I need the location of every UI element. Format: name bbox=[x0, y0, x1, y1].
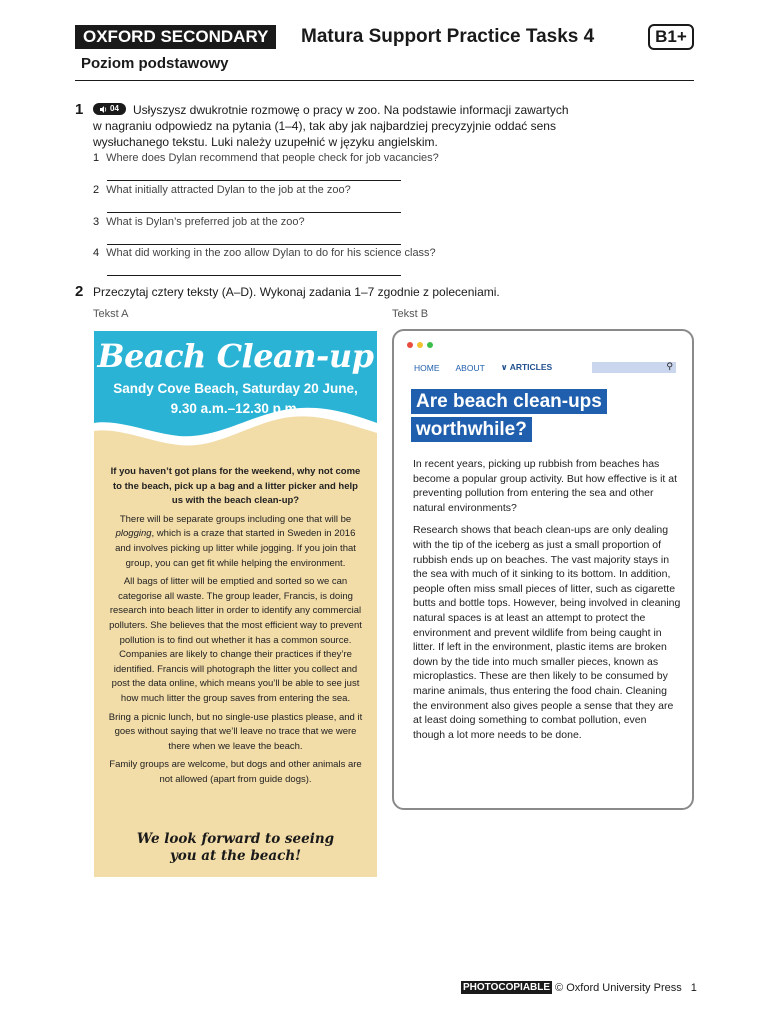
question-number: 1 bbox=[93, 152, 100, 164]
question-row bbox=[93, 152, 439, 164]
maximize-dot-icon bbox=[427, 342, 433, 348]
article-paragraph-1: In recent years, picking up rubbish from beaches has become a popular group activity. But how effective is it at preventing pollution from entering the sea and other natural environments? bbox=[413, 458, 678, 514]
task-1-number: 1 bbox=[75, 101, 84, 118]
poster-paragraph-2: All bags of litter will be emptied and sorted so we can categorise all waste. The group leader, Francis, is doing research into beach litter in order to identify any commercial polluters. She believes that the most efficient way to prevent pollution is to find out whether it has a common source. Companies are likely to change their practices if they’re identified. Francis will photograph the litter you collect and post the data online, which means you’ll be able to see just how much litter the group saves from entering the sea. bbox=[109, 576, 362, 704]
page-title: Matura Support Practice Tasks 4 bbox=[301, 26, 595, 47]
question-number: 3 bbox=[93, 216, 100, 228]
nav-home[interactable]: HOME bbox=[414, 362, 440, 373]
poster-signoff-line-2: you at the beach! bbox=[169, 848, 302, 864]
nav-articles-label: ARTICLES bbox=[509, 362, 553, 372]
level-badge: B1+ bbox=[648, 24, 694, 50]
beach-cleanup-poster bbox=[94, 331, 377, 877]
nav-articles[interactable] bbox=[501, 362, 552, 373]
task-1-instruction-line-3: wysłuchanego tekstu. Luki należy uzupełnić w języku angielskim. bbox=[93, 135, 438, 149]
article-body bbox=[413, 457, 681, 750]
chevron-down-icon: ∨ bbox=[500, 362, 508, 372]
close-dot-icon bbox=[407, 342, 413, 348]
poster-signoff bbox=[94, 831, 377, 865]
task-2-number: 2 bbox=[75, 283, 84, 300]
poster-p1-end: , which is a craze that started in Sweden in 2016 and involves picking up litter while jogging. If you join that group, you can get fit while helping the environment. bbox=[115, 528, 356, 569]
answer-line-2[interactable] bbox=[107, 212, 401, 213]
audio-track-number: 04 bbox=[110, 104, 119, 113]
answer-line-4[interactable] bbox=[107, 275, 401, 276]
question-text: Where does Dylan recommend that people check for job vacancies? bbox=[106, 152, 439, 164]
text-b-label: Tekst B bbox=[392, 308, 429, 320]
question-row bbox=[93, 216, 305, 228]
task-1-instruction-line-1: Usłyszysz dwukrotnie rozmowę o pracy w zoo. Na podstawie informacji zawartych bbox=[133, 103, 569, 117]
question-row bbox=[93, 184, 351, 196]
header-divider bbox=[75, 80, 694, 81]
article-title-line-2: worthwhile? bbox=[411, 417, 532, 442]
question-text: What initially attracted Dylan to the job at the zoo? bbox=[106, 184, 351, 196]
page-subtitle: Poziom podstawowy bbox=[81, 55, 229, 72]
page-number: 1 bbox=[690, 981, 697, 994]
poster-paragraph-3: Bring a picnic lunch, but no single-use plastics please, and it goes without saying that we’ll leave no trace that we were there when we leave the beach. bbox=[108, 711, 363, 752]
poster-paragraph-1 bbox=[108, 513, 363, 571]
speaker-icon bbox=[100, 106, 108, 113]
task-2-instruction: Przeczytaj cztery teksty (A–D). Wykonaj zadania 1–7 zgodnie z poleceniami. bbox=[93, 285, 500, 299]
copyright-text: © Oxford University Press bbox=[555, 981, 682, 994]
poster-lead: If you haven’t got plans for the weekend, why not come to the beach, pick up a bag and a litter picker and help us with the beach clean-up? bbox=[110, 466, 361, 507]
poster-body bbox=[108, 465, 363, 791]
answer-line-3[interactable] bbox=[107, 244, 401, 245]
question-number: 2 bbox=[93, 184, 100, 196]
photocopiable-badge: PHOTOCOPIABLE bbox=[463, 982, 551, 993]
brand-label: OXFORD SECONDARY bbox=[75, 25, 276, 49]
page-footer bbox=[461, 981, 697, 994]
poster-date-time bbox=[94, 379, 377, 419]
poster-location-date: Sandy Cove Beach, Saturday 20 June, bbox=[113, 381, 358, 396]
minimize-dot-icon bbox=[417, 342, 423, 348]
article-title bbox=[411, 388, 631, 444]
site-nav bbox=[414, 362, 552, 373]
question-row bbox=[93, 247, 436, 259]
poster-p1-italic: plogging bbox=[115, 528, 152, 540]
article-paragraph-2: Research shows that beach clean-ups are only dealing with the tip of the iceberg as just a small proportion of rubbish ends up on beaches. The vast majority stays in the sea with much of it sinking to its bottom. In addition, people often miss small pieces of litter, such as cigarette butts and bottle tops. However, being involved in cleaning natural spaces is at least an attempt to protect the environment and prevent wildlife from being caught in litter. If left in the environment, plastic items are broken down by the tide into much smaller pieces, known as microplastics. These are then likely to be consumed by marine animals, thus entering the food chain. Cleaning the environment also gives people a sense that they are at least doing something to combat pollution, even though a lot more needs to be done. bbox=[413, 524, 681, 741]
window-controls bbox=[407, 342, 433, 348]
question-text: What is Dylan’s preferred job at the zoo? bbox=[106, 216, 305, 228]
question-number: 4 bbox=[93, 247, 100, 259]
poster-title: Beach Clean-up bbox=[97, 337, 374, 375]
search-icon[interactable]: ⚲ bbox=[666, 361, 673, 371]
text-a-label: Tekst A bbox=[93, 308, 129, 320]
poster-p1-start: There will be separate groups including one that will be bbox=[119, 513, 352, 525]
article-title-line-1: Are beach clean-ups bbox=[411, 389, 607, 414]
article-browser-window bbox=[392, 329, 694, 810]
task-1-instruction-line-2: w nagraniu odpowiedz na pytania (1–4), tak aby jak najbardziej precyzyjnie oddać sens bbox=[93, 119, 556, 133]
answer-line-1[interactable] bbox=[107, 180, 401, 181]
audio-track-badge[interactable] bbox=[93, 103, 126, 115]
poster-signoff-line-1: We look forward to seeing bbox=[136, 831, 335, 847]
question-text: What did working in the zoo allow Dylan to do for his science class? bbox=[106, 247, 436, 259]
poster-time: 9.30 a.m.–12.30 p.m. bbox=[170, 401, 301, 416]
nav-about[interactable]: ABOUT bbox=[455, 362, 485, 373]
search-input[interactable] bbox=[592, 362, 676, 373]
poster-paragraph-4: Family groups are welcome, but dogs and other animals are not allowed (apart from guide dogs). bbox=[109, 759, 362, 785]
